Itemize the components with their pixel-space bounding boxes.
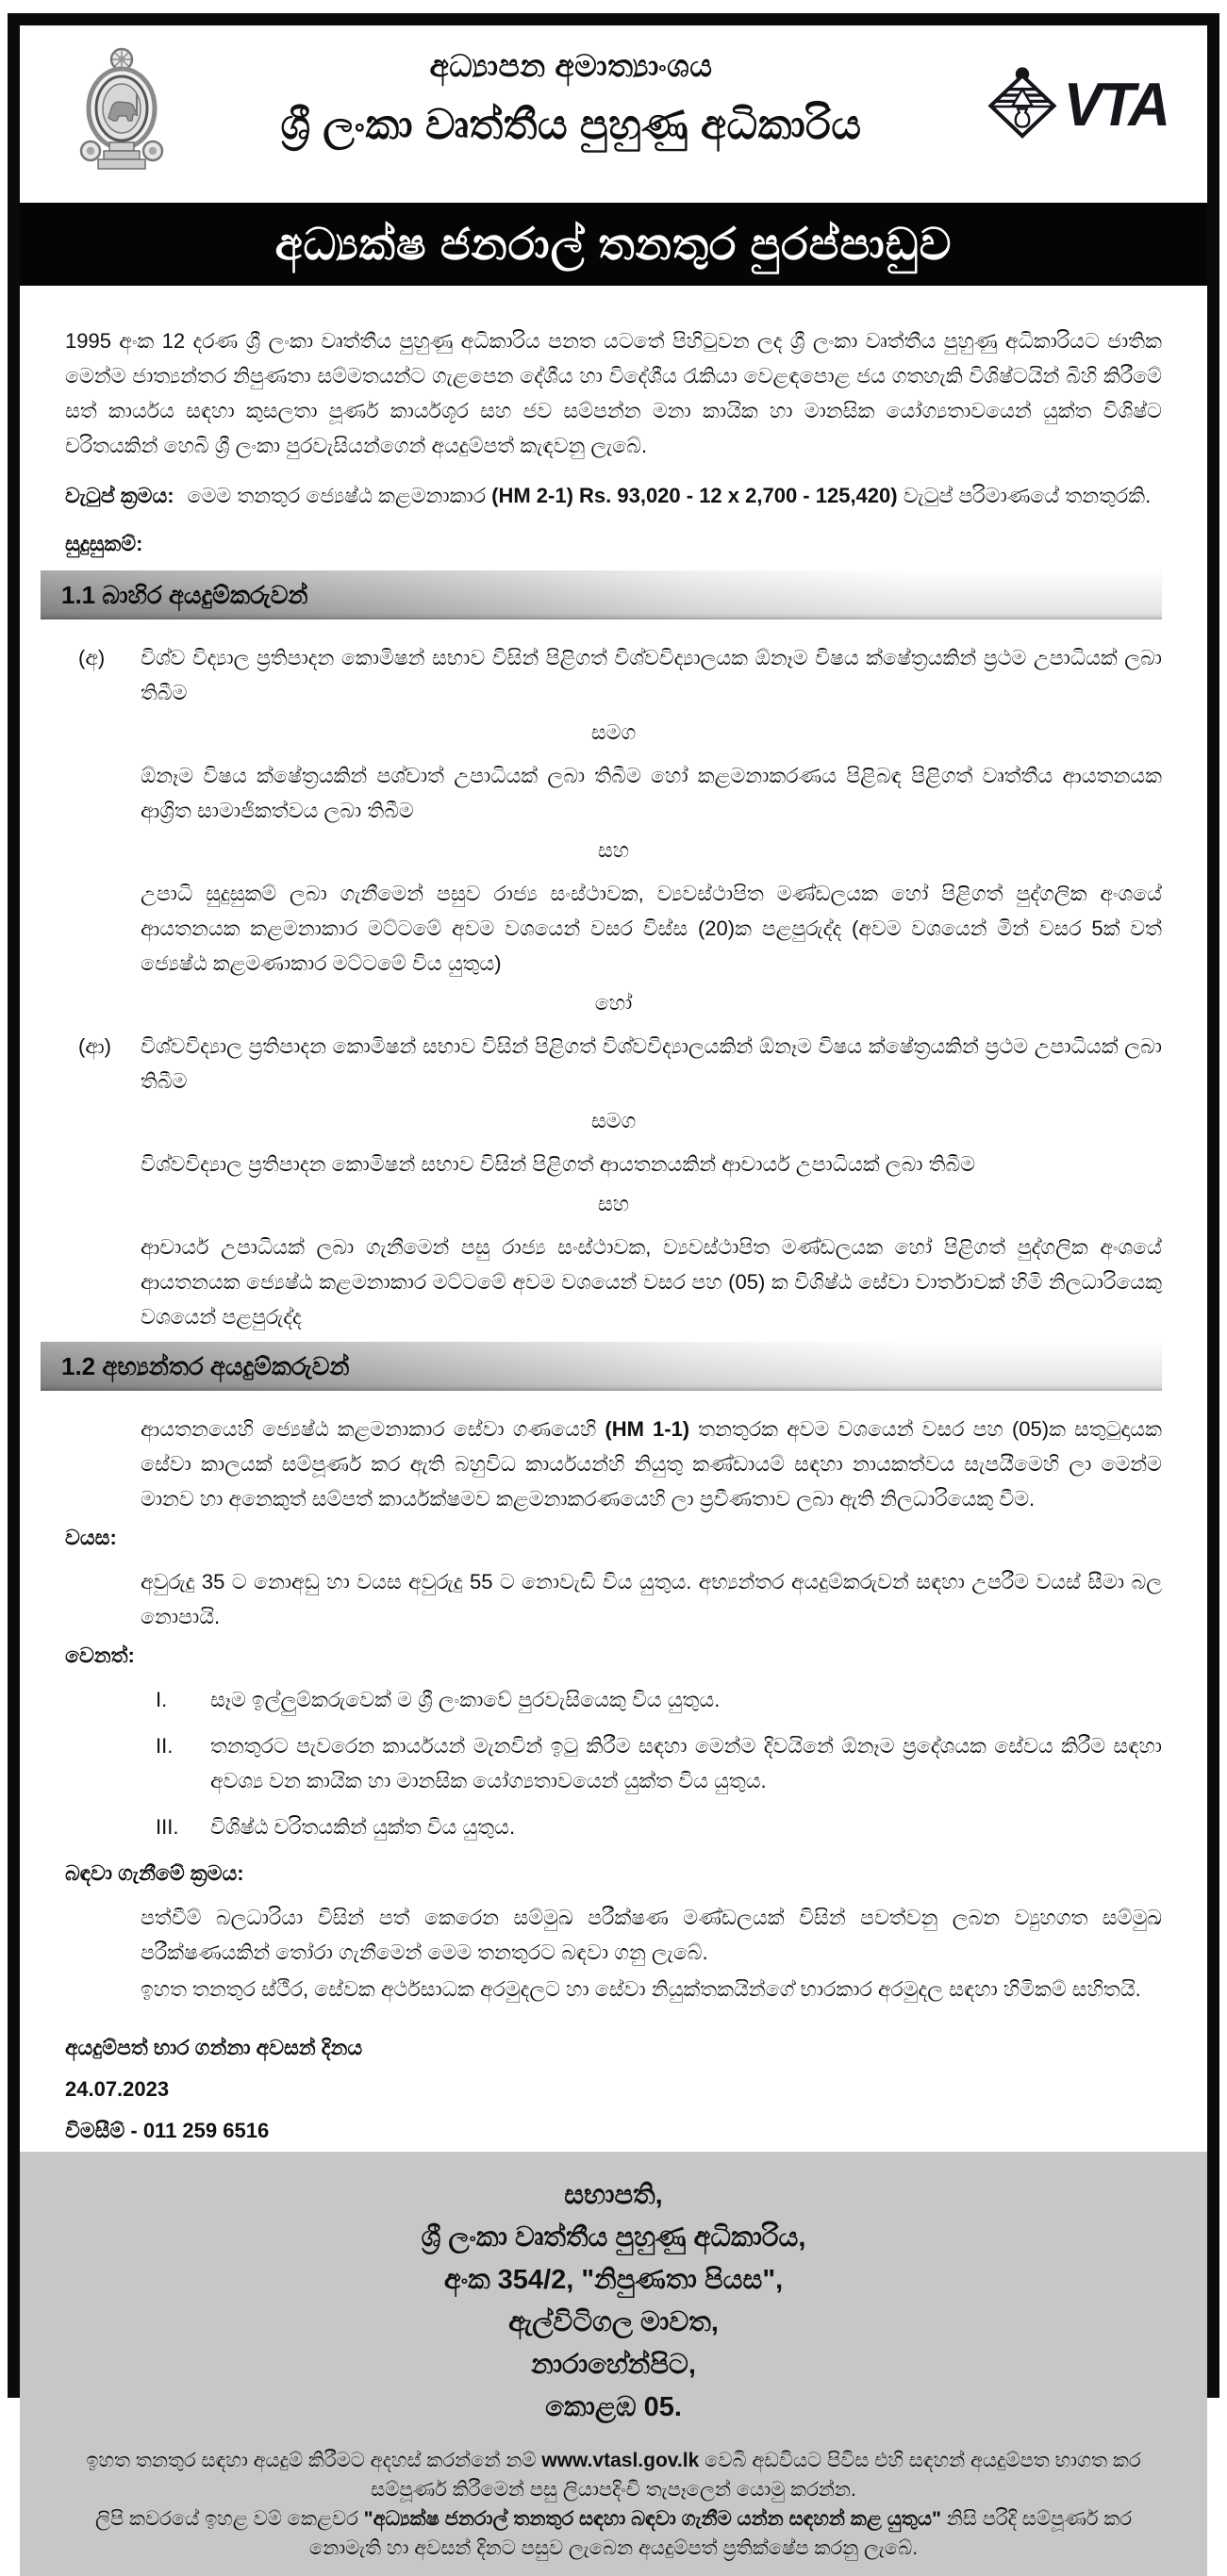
- sri-lanka-emblem-icon: [75, 46, 169, 183]
- closing-block: [65, 2027, 1162, 2152]
- internal-text-before: ආයතනයෙහි ජ්‍යෙෂ්ඨ කළමනාකාර සේවා ගණයෙහි: [141, 1417, 605, 1441]
- salary-scale-value: (HM 2-1) Rs. 93,020 - 12 x 2,700 - 125,420): [491, 484, 898, 507]
- page-frame: [8, 13, 1219, 2559]
- address-line-area: නාරාහේන්පිට,: [531, 2350, 696, 2380]
- address-line-city: කොළඹ 05.: [545, 2392, 682, 2422]
- salary-scheme-text: [188, 478, 1162, 513]
- conjunction-and-2: සහ: [597, 1192, 630, 1215]
- other-item-3-text: විශිෂ්ඨ චරිතයකින් යුක්ත විය යුතුය.: [210, 1815, 516, 1839]
- qualification-item-b: [78, 1029, 1162, 1098]
- internal-text-after: තනතුරක අවම වශයෙන් වසර පහ (05)ක සතුටුදායක සේවා කාලයක් සම්පූර්ණ කර ඇති බහුවිධ කාර්යයන්හි නියුතු කණ්ඩායම් සඳහා නායකත්වය සැපයීමෙහි ලා මෙන්ම මානව හා අනෙකුත් සම්පත් කාර්යක්ෂමව කළමනාකරණයෙහි ලා ප්‍රවීණතාව ලබා ඇති නිලධාරියෙකු වීම.: [141, 1417, 1162, 1511]
- recruitment-paragraph-1: පත්වීම් බලධාරියා විසින් පත් කෙරෙන සම්මුඛ පරීක්ෂණ මණ්ඩලයක් විසින් පවත්වනු ලබන ව්‍යුහගත සම්මුඛ පරීක්ෂණයකින් තෝරා ගැනීමෙන් මෙම තනතුරට බඳවා ගනු ලැබේ.: [141, 1906, 1162, 1964]
- salary-scheme-row: [65, 478, 1162, 513]
- conjunction-and: සහ: [597, 838, 630, 862]
- footer-note-download: [86, 2446, 1141, 2504]
- salary-scheme-label: වැටුප් ක්‍රමය:: [65, 484, 174, 507]
- other-item-2: [156, 1728, 1162, 1798]
- salary-text-before: මෙම තනතුර ජ්‍යෙෂ්ඨ කළමනාකාර: [187, 484, 492, 507]
- address-line-authority: ශ්‍රී ලංකා වෘත්තීය පුහුණු අධිකාරිය,: [421, 2222, 806, 2253]
- conjunction-or: හෝ: [594, 991, 633, 1015]
- vacancy-title: අධ්‍යක්ෂ ජනරාල් තනතුර පුරප්පාඩුව: [274, 218, 953, 269]
- note1-before: ඉහත තනතුර සඳහා අයදුම් කිරීමට අදහස් කරන්නේ නම්: [86, 2450, 542, 2471]
- ministry-title: අධ්‍යාපන අමාත්‍යාංශය: [429, 48, 713, 83]
- item-b-text: විශ්වවිද්‍යාල ප්‍රතිපාදන කොමිෂන් සභාව විසින් පිළිගත් විශ්වවිද්‍යාලයකින් ඕනෑම විෂය ක්ෂේත්‍රයකින් ප්‍රථම උපාධියක් ලබා තිබීම: [141, 1034, 1162, 1093]
- other-item-1-text: සෑම ඉල්ලුම්කරුවෙක් ම ශ්‍රී ලංකාවේ පුරවැසියෙකු විය යුතුය.: [210, 1688, 721, 1711]
- age-text: අවුරුදු 35 ට නොඅඩු හා වයස අවුරුදු 55 ට නොවැඩි විය යුතුය. අභ්‍යන්තර අයදුම්කරුවන් සඳහා උපරීම වයස් සීමා බල නොපායි.: [141, 1570, 1162, 1628]
- conjunction-with: සමග: [590, 720, 637, 744]
- internal-grade-value: (HM 1-1): [605, 1417, 690, 1441]
- roman-numeral-1: I.: [156, 1688, 168, 1711]
- roman-numeral-2: II.: [156, 1734, 174, 1758]
- other-heading: වෙනත්:: [65, 1643, 135, 1667]
- document-header: [20, 25, 1207, 203]
- item-b-subtext-1: විශ්වවිද්‍යාල ප්‍රතිපාදන කොමිෂන් සභාව විසින් පිළිගත් ආයතනයකින් ආචාර්ය උපාධියක් ලබා තිබීම: [141, 1152, 976, 1176]
- postal-address: [86, 2174, 1141, 2429]
- item-a-subtext-1: ඕනෑම විෂය ක්ෂේත්‍රයකින් පශ්චාත් උපාධියක් ලබා තිබීම හෝ කළමනාකරණය පිළිබඳ පිළිගත් වෘත්තීය ආයතනයක ආශ්‍රිත සාමාජිකත්වය ලබා තිබීම: [141, 764, 1162, 822]
- item-b-subtext-2: ආචාර්ය උපාධියක් ලබා ගැනීමෙන් පසු රාජ්‍ය සංස්ථාවක, ව්‍යවස්ථාපිත මණ්ඩලයක හෝ පිළිගත් පුද්ගලික අංශයේ ආයතනයක ජ්‍යෙෂ්ඨ කළමනාකාර මට්ටමේ අවම වශයෙන් වසර පහ (05) ක විශිෂ්ඨ සේවා වාර්තාවක් හිමි නිලධාරියෙකු වශයෙන් පළපුරුද්ද: [141, 1235, 1162, 1329]
- roman-numeral-3: III.: [156, 1815, 179, 1839]
- item-a-text: විශ්ව විද්‍යාල ප්‍රතිපාදන කොමිෂන් සභාව විසින් පිළිගත් විශ්වවිද්‍යාලයක ඕනෑම විෂය ක්ෂේත්‍රයකින් ප්‍රථම උපාධියක් ලබා තිබීම: [141, 646, 1162, 704]
- vta-logo: [985, 63, 1168, 147]
- vacancy-title-banner: [20, 203, 1207, 286]
- note2-after: නිසි පරිදි සම්පූර්ණ කර නොමැති හා අවසන් දිනට පසුව ලැබෙන අයදුම්පත් ප්‍රතික්ෂේප කරනු ලැබේ.: [308, 2508, 1133, 2559]
- note1-after: වෙබි අඩවියට පිවිස එහි සඳහන් අයදුම්පත භාගත කර සම්පූර්ණ කිරීමෙන් පසු ලියාපදිංචි තැපෑලෙන් යොමු කරන්න.: [371, 2450, 1141, 2501]
- intro-paragraph: 1995 අංක 12 දරණ ශ්‍රී ලංකා වෘත්තීය පුහුණු අධිකාරිය පනත යටතේ පිහිටුවන ලද ශ්‍රී ලංකා වෘත්තීය පුහුණු අධිකාරියට ජාතික මෙන්ම ජාත්‍යන්තර නිපුණතා සම්මතයන්ට ගැළපෙන දේශීය හා විදේශීය රැකියා වෙළඳපොළ ජය ගතහැකි විශිෂ්ටයින් බිහි කිරීමේ සත් කාර්යය සඳහා කුසලතා පූර්ණ කාර්යශූර සහ ජව සම්පන්න මනා කායික හා මානසික යෝග්‍යතාවයෙන් යුක්ත විශිෂ්ට චරිතයකින් හෙබි ශ්‍රී ලංකා පුරවැසියන්ගෙන් අයදුම්පත් කැඳවනු ලැබේ.: [65, 329, 1162, 457]
- conjunction-with-2: සමග: [590, 1109, 637, 1132]
- other-item-2-text: තනතුරට පැවරෙන කාර්යයන් මැනවින් ඉටු කිරීම සඳහා මෙන්ම දිවයිනේ ඕනෑම ප්‍රදේශයක සේවය කිරීම සඳහා අවශ්‍ය වන කායික හා මානසික යෝග්‍යතාවයෙන් යුක්ත විය යුතුය.: [210, 1734, 1162, 1792]
- item-a-subtext-2: උපාධි සුදුසුකම් ලබා ගැනීමෙන් පසුව රාජ්‍ය සංස්ථාවක, ව්‍යවස්ථාපිත මණ්ඩලයක හෝ පිළිගත් පුද්ගලික අංශයේ ආයතනයක කළමනාකාර මට්ටමේ අවම වශයෙන් වසර විස්ස (20)ක පළපුරුද්ද (අවම වශයෙන් මින් වසර 5ක් වත් ජ්‍යෙෂ්ඨ කළමණාකාර මට්ටමේ විය යුතුය): [141, 882, 1162, 975]
- age-heading: වයස:: [65, 1526, 117, 1549]
- inquiries-line: විමසීම් - 011 259 6516: [65, 2119, 270, 2142]
- other-item-3: [156, 1809, 1162, 1844]
- qualifications-heading: සුදුසුකම්:: [65, 532, 143, 555]
- salary-text-after: වැටුප් පරිමාණයේ තනතුරකි.: [897, 484, 1152, 507]
- footer-note-envelope: [86, 2504, 1141, 2563]
- address-line-chairman: සභාපති,: [564, 2180, 663, 2210]
- qualification-item-a: [78, 640, 1162, 710]
- vta-logo-text: VTA: [1063, 71, 1168, 140]
- section-banner-internal-applicants: 1.2 අභ්‍යන්තර අයදුම්කරුවන්: [41, 1342, 1162, 1391]
- recruitment-paragraph-2: ඉහත තනතුර ස්ථීර, සේවක අර්ථසාධක අරමුදලට හා සේවා නියුක්තකයින්ගේ භාරකාර අරමුදල සඳහා හිමිකම් සහිතයි.: [141, 1977, 1141, 2001]
- envelope-marking-phrase: "අධ්‍යක්ෂ ජනරාල් තනතුර සඳහා බඳවා ගැනීම යන්න සඳහන් කළ යුතුය": [363, 2508, 941, 2530]
- authority-title: ශ්‍රී ලංකා වෘත්තීය පුහුණු අධිකාරිය: [280, 102, 862, 148]
- website-url: www.vtasl.gov.lk: [541, 2450, 700, 2471]
- header-titles: [171, 48, 971, 149]
- note2-before: ලිපි කවරයේ ඉහළ වම් කෙළවර: [94, 2508, 364, 2530]
- closing-date-heading: අයදුම්පත් භාර ගන්නා අවසන් දිනය: [65, 2036, 363, 2059]
- address-footer-box: [20, 2152, 1207, 2576]
- recruitment-heading: බඳවා ගැනීමේ ක්‍රමය:: [65, 1861, 244, 1885]
- item-a-tag: (අ): [78, 646, 106, 669]
- document-body: [20, 286, 1207, 2152]
- address-line-number: අංක 354/2, "නිපුණතා පියස",: [443, 2265, 784, 2295]
- item-b-tag: (ආ): [78, 1034, 111, 1058]
- closing-date-value: 24.07.2023: [65, 2077, 170, 2101]
- footer-notes: [86, 2446, 1141, 2563]
- vta-logo-mark-icon: [985, 63, 1060, 147]
- other-item-1: [156, 1682, 1162, 1717]
- section-banner-external-applicants: 1.1 බාහිර අයදුම්කරුවන්: [41, 570, 1162, 619]
- address-line-street: ඇල්විටිගල මාවත,: [508, 2307, 719, 2337]
- internal-applicants-text: [141, 1412, 1162, 1516]
